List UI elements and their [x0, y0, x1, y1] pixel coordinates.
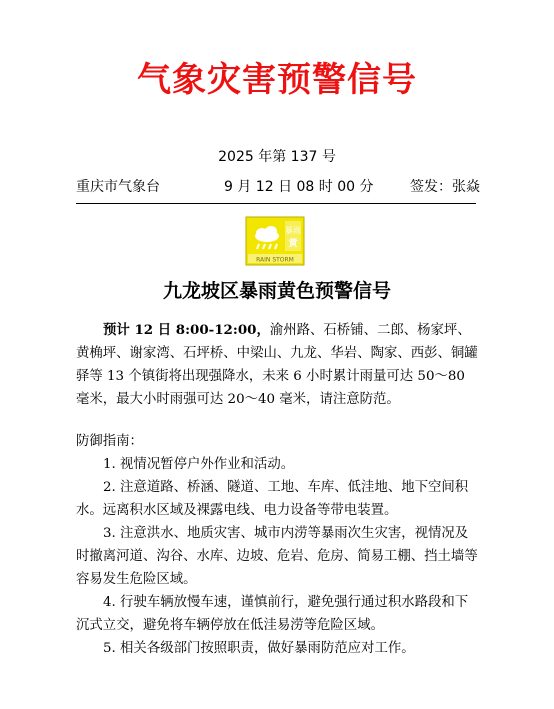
header-divider	[76, 203, 476, 204]
guide-item: 3. 注意洪水、地质灾害、城市内涝等暴雨次生灾害，视情况及时撤离河道、沟谷、水库、边坡、危岩、危房、简易工棚、挡土墙等容易发生危险区域。	[76, 526, 478, 587]
warning-body	[76, 319, 480, 411]
issue-number: 2025 年第 137 号	[218, 149, 336, 165]
guide-item: 5. 相关各级部门按照职责，做好暴雨防范应对工作。	[103, 641, 415, 656]
guide-item: 2. 注意道路、桥涵、隧道、工地、车库、低洼地、地下空间积水。远离积水区域及裸露电线、电力设备等带电装置。	[76, 480, 469, 518]
warning-lead: 预计 12 日 8:00-12:00，	[103, 322, 270, 338]
rainstorm-yellow-warning-icon	[245, 216, 305, 266]
guide-list	[76, 453, 480, 660]
signer: 签发：张焱	[410, 179, 480, 195]
issuer: 重庆市气象台	[76, 179, 160, 195]
issue-datetime: 9 月 12 日 08 时 00 分	[224, 179, 374, 195]
svg-text:RAIN STORM: RAIN STORM	[256, 256, 294, 264]
warning-title: 九龙坡区暴雨黄色预警信号	[162, 280, 391, 302]
svg-text:黄: 黄	[288, 239, 298, 249]
svg-text:暴雨: 暴雨	[285, 226, 301, 235]
issue-meta-row	[76, 176, 480, 196]
guide-heading: 防御指南：	[76, 434, 143, 449]
document-title: 气象灾害预警信号	[137, 60, 417, 100]
warning-text: 渝州路、石桥铺、二郎、杨家坪、黄桷坪、谢家湾、石坪桥、中梁山、九龙、华岩、陶家、西彭、铜罐驿等 13 个镇街将出现强降水，未来 6 小时累计雨量可达 50～80 毫米，最大小时雨强可达 20～40 毫米，请注意防范。	[76, 323, 478, 407]
guide-item: 4. 行驶车辆放慢车速，谨慎前行，避免强行通过积水路段和下沉式立交，避免将车辆停放在低洼易涝等危险区域。	[76, 595, 469, 633]
guide-item: 1. 视情况暂停户外作业和活动。	[103, 457, 295, 472]
